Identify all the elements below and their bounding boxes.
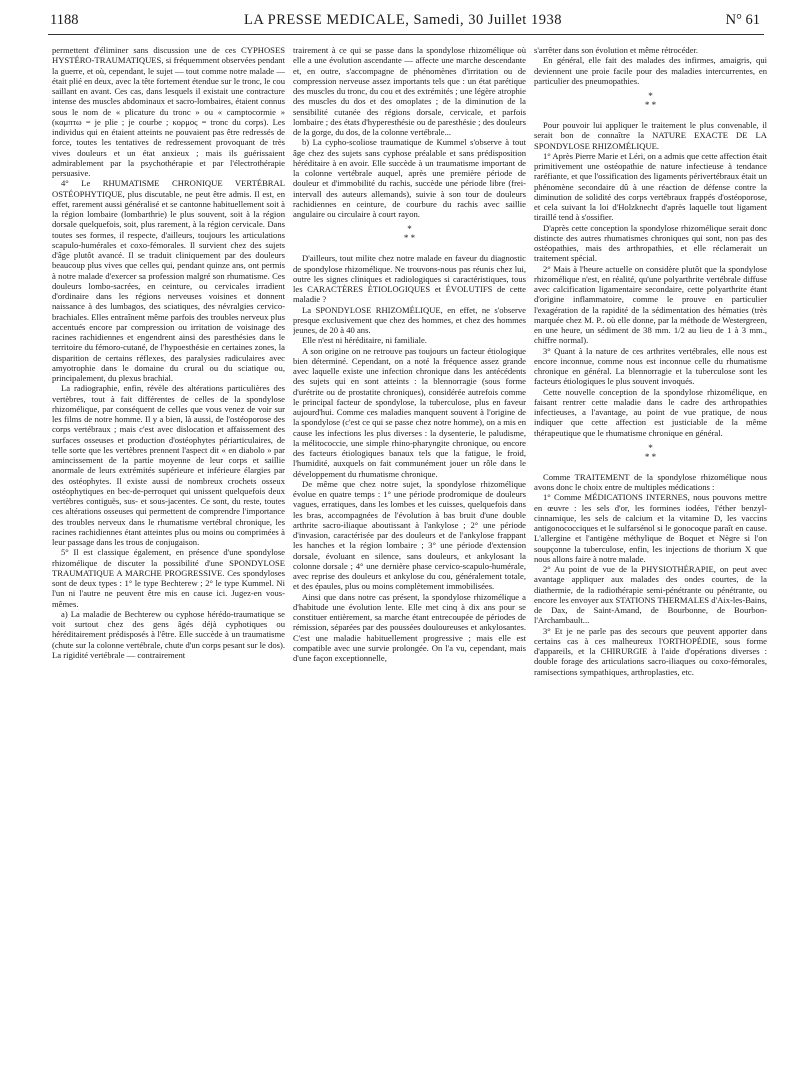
paragraph: b) La cypho-scoliose traumatique de Kummel s'observe à tout âge chez des sujets sans cyphose préalable et sans prédisposition héréditaire à en avoir. Elle succède à un traumatisme important de la colonne vertébrale auquel, après une première période de douleur et d'immobilité du rachis, succède une période libre (frei-intervall des auteurs allemands), suivie à son tour de douleurs rachidiennes en ceinture, de courbure du rachis avec saillie angulaire ou circulaire à court rayon. — [293, 137, 526, 219]
paragraph: D'après cette conception la spondylose rhizomélique serait donc distincte des autres rhumatismes chroniques qui sont, non pas des ostéopathies, mais des arthropathies, et elle réclamerait un traitement spécial. — [534, 222, 767, 264]
paragraph: 2° Au point de vue de la PHYSIOTHÉRAPIE, on peut avec avantage appliquer aux malades des ondes courtes, de la diathermie, de la radiothérapie semi-pénétrante ou pénétrante, ou encore les envoyer aux STATIONS THERMALES d'Aix-les-Bains, de Dax, de Saint-Amand, de Bourbonne, de Bourbon-l'Archambault... — [534, 564, 767, 626]
section-separator — [534, 444, 767, 462]
separator-stars: * * — [644, 451, 657, 462]
separator-star: * — [648, 442, 653, 453]
paragraph: Elle n'est ni héréditaire, ni familiale. — [302, 335, 427, 346]
text-column-3 — [534, 45, 767, 1075]
paragraph: D'ailleurs, tout milite chez notre malade en faveur du diagnostic de spondylose rhizomélique. Ne trouvons-nous pas réunis chez lui, outre les signes cliniques et radiologiques si caractéristiques, tous les CARACTÈRES ÉTIOLOGIQUES et ÉVOLUTIFS de cette maladie ? — [293, 253, 526, 305]
page-number: 1188 — [50, 12, 79, 28]
paragraph: Cette nouvelle conception de la spondylose rhizomélique, en faisant rentrer cette maladie dans le cadre des arthropathies infectieuses, a l'avantage, au point de vue pratique, de nous indiquer que cette affection est justiciable de la même thérapeutique que le rhumatisme chronique en général. — [534, 386, 767, 438]
text-column-2 — [293, 45, 526, 1075]
journal-title: LA PRESSE MEDICALE, Samedi, 30 Juillet 1938 — [244, 12, 562, 28]
paragraph: Comme TRAITEMENT de la spondylose rhizomélique nous avons donc le choix entre de multiples médications : — [534, 471, 767, 492]
running-header — [48, 10, 764, 35]
paragraph: En général, elle fait des malades des infirmes, amaigris, qui deviennent une proie facile pour des maladies intercurrentes, en particulier des pneumopathies. — [534, 55, 767, 86]
paragraph: 1° Comme MÉDICATIONS INTERNES, nous pouvons mettre en œuvre : les sels d'or, les formines iodées, l'éther benzyl-cinnamique, les sels de calcium et la vitamine D, les vaccins antigonococciques et le sulfarsénol si le gonocoque paraît en cause. L'allergine et l'antigène méthylique de Boquet et Nègre si l'on soupçonne la tuberculose, enfin, les injections de thorium X que nous allons faire à notre malade. — [534, 492, 767, 564]
paragraph: De même que chez notre sujet, la spondylose rhizomélique évolue en quatre temps : 1° une période prodromique de douleurs vagues, erratiques, dans les lombes et les cuisses, quelquefois dans les bras, accompagnées de l'évolution à bas bruit d'une double arthrite sacro-iliaque aboutissant à l'ankylose ; 2° une période d'invasion, caractérisée par des douleurs et de l'ankylose frappant les hanches et la région lombaire ; 3° une période d'extension dorsale, évoluant en silence, sans douleurs, et ankylosant la colonne dorsale ; 4° une dernière phase cervico-scapulo-humérale, avec reprise des douleurs et ankylose du cou, généralement totale, et des épaules, plus ou moins complètement immobilisées. — [293, 478, 526, 592]
paragraph: a) La maladie de Bechterew ou cyphose hérédo-traumatique se voit surtout chez des gens âgés déjà cyphotiques ou héréditairement prédisposés à l'être. Elle succède à un traumatisme (chute sur la colonne vertébrale, chute d'un corps pesant sur le dos). La rigidité vertébrale — contrairement — [52, 608, 285, 660]
separator-star: * — [407, 224, 412, 235]
paragraph: 4° Le RHUMATISME CHRONIQUE VERTÉBRAL OSTÉOPHYTIQUE, plus discutable, ne peut être admis. Il est, en effet, rarement aussi généralisé et se cantonne habituellement soit à la région lombaire (lombarthrie) le plus souvent, soit à la région dorsale quelquefois, soit, plus rarement, à la région cervicale. Dans toutes ses formes, il respecte, d'ailleurs, toujours les articulations scapulo-humérales et coxo-fémorales. Il survient chez des sujets d'âge plutôt avancé. Il se traduit cliniquement par des douleurs beaucoup plus vives que celles qui, pendant quinze ans, ont permis à notre malade d'exercer sa profession malgré son rhumatisme. Ces douleurs lombo-sacrées, en ceinture, ou cervicales irradient d'ordinaire dans les régions nerveuses voisines et donnent naissance à des lumbagos, des sciatiques, des névralgies cervico-brachiales. Elles entraînent même parfois des troubles nerveux plus accentués encore par compression ou irritation de voisinage des racines rachidiennes et engendrent ainsi des paresthésies dans le territoire du fémoro-cutané, de l'hypoesthésie en certaines zones, la disparition de certains réflexes, des paralysies radiculaires avec amyotrophie dans le domaine du crural ou du sciatique ou, principalement, du plexus brachial. — [52, 178, 285, 383]
paragraph: La radiographie, enfin, révèle des altérations particulières des vertèbres, tout à fait différentes de celles de la spondylose rhizomélique, par conséquent de celles que vous venez de voir sur les films de notre homme. Il y a bien, là aussi, de l'ostéoporose des corps vertébraux ; mais c'est avec dislocation et affaissement des surfaces osseuses et production d'ostéophytes périarticulaires, de telle sorte que les vertèbres prennent l'aspect dit « en diabolo » par amincissement de la partie moyenne de leur corps et saillie anormale de leurs extrémités supérieure et inférieure élargies par des ostéophytes. Il existe aussi de nombreux crochets osseux ostéophytiques en bec-de-perroquet qui unissent quelquefois deux vertèbres contiguës, sus- et sous-jacentes. Ce sont, du reste, toutes ces altérations osseuses qui permettent de comprendre l'importance des troubles nerveux dans le rhumatisme vertébral chronique, les racines rachidiennes étant atteintes plus ou moins ou comprimées à leur passage dans les trous de conjugaison. — [52, 383, 285, 547]
paragraph: Ainsi que dans notre cas présent, la spondylose rhizomélique a d'habitude une évolution lente. Elle met cinq à dix ans pour se constituer entièrement, sa marche étant entrecoupée de périodes de rémission, séparées par des poussées douloureuses et ankylosantes. C'est une maladie habituellement progressive ; mais elle est compatible avec une survie prolongée. On l'a vu, cependant, mais d'une façon exceptionnelle, — [293, 591, 526, 663]
paragraph: A son origine on ne retrouve pas toujours un facteur étiologique bien déterminé. Cependant, on a noté la fréquence assez grande avec laquelle existe une infection chronique dans les antécédents des sujets qui en sont atteints : la blennorragie (sous forme d'urétrite ou de prostatite chroniques), considérée autrefois comme le principal facteur de spondylose, la tuberculose, plus en faveur aujourd'hui. Comme ces maladies manquent souvent à l'origine de la spondylose (c'est ce qui se passe chez notre homme), on a mis en cause les infections les plus diverses : la dysenterie, le paludisme, la mélitococcie, une simple rhino-pharyngite chronique, ou encore des facteurs étiologiques banaux tels que la fatigue, le froid, l'humidité, auxquels on fait communément jouer un rôle dans le développement du rhumatisme chronique. — [293, 345, 526, 479]
paragraph: permettent d'éliminer sans discussion une de ces CYPHOSES HYSTÉRO-TRAUMATIQUES, si fréquemment observées pendant la guerre, et où, cependant, le sujet — tout comme notre malade — était plié en deux, avec la tête fortement étendue sur le tronc, le cou saillant en avant. Ces cas, dans lesquels il existait une contracture intense des muscles abdominaux et sacro-lombaires, étaient connus sous le nom de « plicature du tronc » ou « camptocormie » (καμπτω = je plie ; je courbe ; κορμος = tronc du corps). Les individus qui en étaient atteints ne pouvaient pas être redressés de force, toutes les tentatives de redressement provoquant de très vives douleurs et un état anxieux ; mais ils guérissaient admirablement par la psychothérapie et par l'électrothérapie persuasive. — [52, 45, 285, 178]
paragraph: La SPONDYLOSE RHIZOMÉLIQUE, en effet, ne s'observe presque exclusivement que chez des hommes, et chez des hommes jeunes, de 20 à 40 ans. — [293, 304, 526, 335]
paragraph: Pour pouvoir lui appliquer le traitement le plus convenable, il serait bon de connaître la NATURE EXACTE DE LA SPONDYLOSE RHIZOMÉLIQUE. — [534, 120, 767, 151]
paragraph: 3° Quant à la nature de ces arthrites vertébrales, elle nous est encore inconnue, comme nous est inconnue celle du rhumatisme chronique en général. La blennorragie et la tuberculose sont les facteurs étiologiques le plus souvent invoqués. — [534, 345, 767, 387]
paragraph: s'arrêter dans son évolution et même rétrocéder. — [534, 45, 699, 55]
separator-stars: * * — [644, 100, 657, 110]
paragraph: trairement à ce qui se passe dans la spondylose rhizomélique où elle a une évolution ascendante — affecte une marche descendante et, en outre, s'accompagne de phénomènes d'irritation ou de compression nerveuse assez importants tels que : un état parétique des muscles du tronc, du cou et des extrémités ; une légère atrophie des muscles du dos et des omoplates ; de la diminution de la sensibilité cutanée des régions dorsale, cervicale, et parfois lombaire ; des états d'hyperesthésie ou de paresthésie ; des douleurs de la gorge, du dos, de la colonne vertébrale... — [293, 45, 526, 137]
section-separator — [534, 92, 767, 110]
section-separator — [293, 225, 526, 243]
separator-star: * — [648, 91, 653, 101]
paragraph: 2° Mais à l'heure actuelle on considère plutôt que la spondylose rhizomélique n'est, en réalité, qu'une polyarthrite vertébrale diffuse avec calcification ligamentaire secondaire, cette polyarthrite étant d'origine inflammatoire, comme le prouve en particulier l'exagération de la rapidité de la sédimentation des hématies (très marquée chez M. P.. où elle donne, par la méthode de Westergreen, en une heure, un sédiment de 38 mm. 1/2 au lieu de 1 à 3 mm., chiffre normal). — [534, 263, 767, 346]
paragraph: 3° Et je ne parle pas des secours que peuvent apporter dans certains cas à ces malheureux l'ORTHOPÉDIE, sous forme d'appareils, et la CHIRURGIE à l'aide d'opérations diverses : double forage des articulations sacro-iliaques ou coxo-fémorales, ramisections sympathiques, arthroplasties, etc. — [534, 625, 767, 677]
paragraph: 5° Il est classique également, en présence d'une spondylose rhizomélique de discuter la possibilité d'une SPONDYLOSE TRAUMATIQUE A MARCHE PROGRESSIVE. Ces spondyloses sont de deux types : 1° le type Bechterew ; 2° le type Kummel. Ni l'un ni l'autre ne peuvent être mis en cause ici. Jugez-en vous-mêmes. — [52, 547, 285, 609]
issue-number: N° 61 — [725, 12, 760, 28]
paragraph: 1° Après Pierre Marie et Léri, on a admis que cette affection était primitivement une ostéopathie de nature infectieuse à tendance raréfiante, et que l'ossification des ligaments périvertébraux était un phénomène secondaire dû à une réaction de défense contre la diminution de solidité des corps vertébraux frappés d'ostéoporose, et cela suivant la loi d'Holzknecht d'après laquelle tout ligament tiraillé tend à s'ossifier. — [534, 150, 767, 223]
text-column-1 — [52, 45, 285, 1075]
separator-stars: * * — [403, 233, 416, 244]
